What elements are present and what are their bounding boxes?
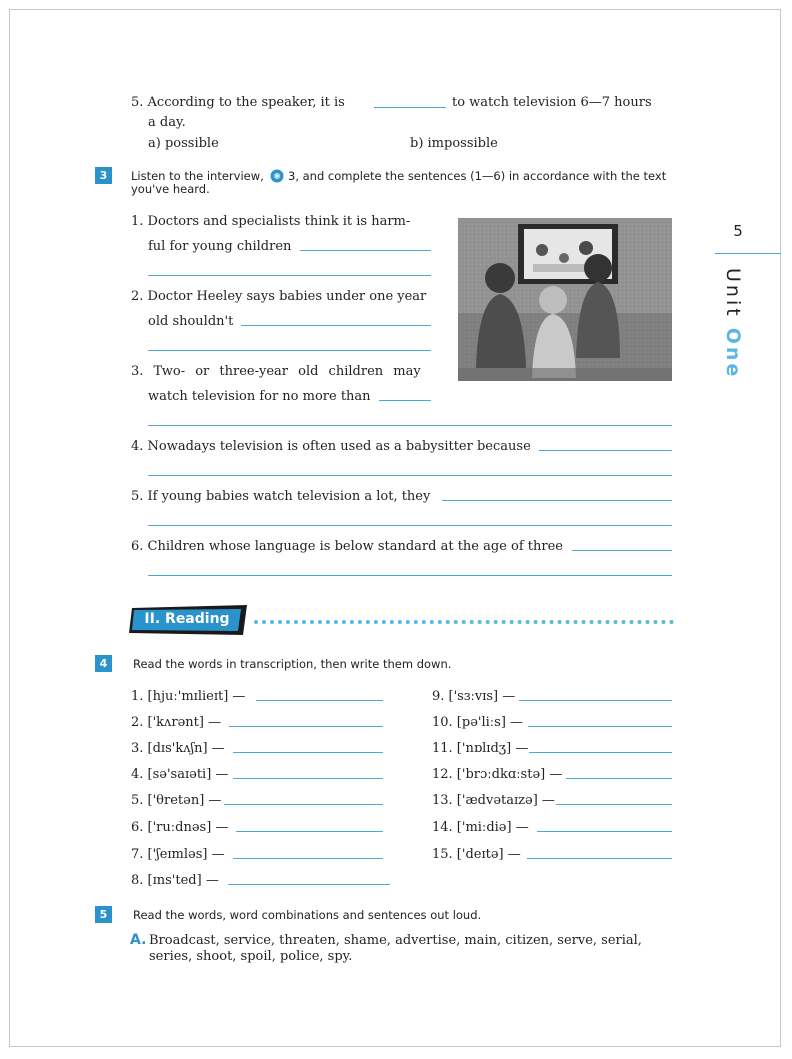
audio-cd-icon[interactable] [270, 168, 284, 182]
unit-label [722, 268, 752, 388]
side-divider [715, 253, 781, 254]
ex3-sentence-6: 6. Children whose language is below standard at the age of three [131, 539, 563, 554]
ex3-answer-2-line-1[interactable] [241, 325, 431, 326]
page-frame [9, 9, 781, 1047]
ex4-answer-10[interactable] [528, 726, 672, 727]
ex4-word-1: 1. [hjuː'mɪlieɪt] — [131, 689, 246, 704]
ex5-part-a-label: A. [130, 932, 147, 948]
q5-option-a[interactable]: a) possible [148, 136, 219, 151]
ex4-word-15: 15. ['deɪtə] — [432, 847, 521, 862]
ex3-answer-1-line-1[interactable] [300, 250, 431, 251]
exercise-3-instruction-c: you've heard. [131, 182, 210, 196]
ex4-answer-14[interactable] [537, 831, 672, 832]
ex5-part-a-line1: Broadcast, service, threaten, shame, advertise, main, citizen, serve, serial, [149, 933, 642, 948]
ex3-answer-5-line-1[interactable] [442, 500, 672, 501]
ex4-answer-13[interactable] [556, 804, 672, 805]
ex4-word-5: 5. ['θretən] — [131, 793, 222, 808]
exercise-3-badge: 3 [95, 167, 112, 184]
q5-text-line2: a day. [148, 115, 186, 130]
ex3-sentence-3b: watch television for no more than [148, 389, 371, 404]
ex4-word-7: 7. ['ʃeɪmləs] — [131, 847, 225, 862]
ex5-part-a-line2: series, shoot, spoil, police, spy. [149, 949, 353, 964]
q5-text-end: to watch television 6—7 hours [452, 95, 652, 110]
section-dotted-rule [254, 620, 674, 624]
ex3-sentence-2a: 2. Doctor Heeley says babies under one year [131, 289, 427, 304]
page-number: 5 [733, 222, 743, 240]
ex4-word-4: 4. [sə'saɪəti] — [131, 767, 229, 782]
ex4-answer-15[interactable] [527, 858, 672, 859]
ex3-sentence-1a: 1. Doctors and specialists think it is harm- [131, 214, 411, 229]
ex3-answer-5-line-2[interactable] [148, 525, 672, 526]
ex4-answer-4[interactable] [233, 778, 383, 779]
q5-text-start: 5. According to the speaker, it is [131, 95, 345, 110]
ex4-answer-3[interactable] [233, 752, 383, 753]
ex4-answer-11[interactable] [529, 752, 672, 753]
ex3-answer-6-line-1[interactable] [572, 550, 672, 551]
ex4-answer-5[interactable] [224, 804, 383, 805]
ex3-sentence-4: 4. Nowadays television is often used as a babysitter because [131, 439, 531, 454]
ex4-answer-6[interactable] [236, 831, 383, 832]
ex3-answer-1-line-2[interactable] [148, 275, 431, 276]
ex4-answer-8[interactable] [228, 884, 390, 885]
ex4-answer-12[interactable] [566, 778, 672, 779]
ex4-word-2: 2. ['kʌrənt] — [131, 715, 222, 730]
q5-blank[interactable] [374, 107, 446, 108]
ex4-word-10: 10. [pə'liːs] — [432, 715, 524, 730]
ex3-answer-3-line-1[interactable] [379, 400, 431, 401]
exercise-3-instruction-a: Listen to the interview, [131, 169, 264, 183]
ex3-answer-2-line-2[interactable] [148, 350, 431, 351]
children-watching-tv-photo [458, 218, 672, 381]
ex4-answer-9[interactable] [519, 700, 672, 701]
ex3-sentence-2b: old shouldn't [148, 314, 234, 329]
unit-word: Unit [722, 268, 744, 319]
ex3-answer-4-line-1[interactable] [539, 450, 672, 451]
ex3-sentence-1b: ful for young children [148, 239, 292, 254]
reading-section-title: II. Reading [144, 611, 230, 627]
ex4-answer-1[interactable] [256, 700, 383, 701]
ex3-answer-4-line-2[interactable] [148, 475, 672, 476]
exercise-3-instruction-b: 3, and complete the sentences (1—6) in accordance with the text [288, 169, 667, 183]
ex4-word-8: 8. [ɪns'ted] — [131, 873, 219, 888]
ex3-answer-6-line-2[interactable] [148, 575, 672, 576]
exercise-4-badge: 4 [95, 655, 112, 672]
ex4-word-14: 14. ['miːdiə] — [432, 820, 529, 835]
ex4-word-13: 13. ['ædvətaɪzə] — [432, 793, 555, 808]
ex3-sentence-5: 5. If young babies watch television a lot, they [131, 489, 431, 504]
ex4-word-12: 12. ['brɔːdkɑːstə] — [432, 767, 563, 782]
unit-one-word: One [722, 327, 744, 380]
ex4-word-6: 6. ['ruːdnəs] — [131, 820, 229, 835]
ex4-word-3: 3. [dɪs'kʌʃn] — [131, 741, 225, 756]
ex3-answer-3-line-2[interactable] [148, 425, 672, 426]
reading-section-banner [129, 605, 249, 635]
ex4-word-11: 11. ['nɒlɪdʒ] — [432, 741, 529, 756]
exercise-5-badge: 5 [95, 906, 112, 923]
ex3-sentence-3a: 3. Two- or three-year old children may [131, 364, 421, 379]
ex4-answer-7[interactable] [233, 858, 383, 859]
exercise-5-instruction: Read the words, word combinations and sentences out loud. [133, 908, 482, 922]
q5-option-b[interactable]: b) impossible [410, 136, 498, 151]
ex4-word-9: 9. ['sɜːvɪs] — [432, 689, 516, 704]
ex4-answer-2[interactable] [229, 726, 383, 727]
exercise-4-instruction: Read the words in transcription, then write them down. [133, 657, 452, 671]
